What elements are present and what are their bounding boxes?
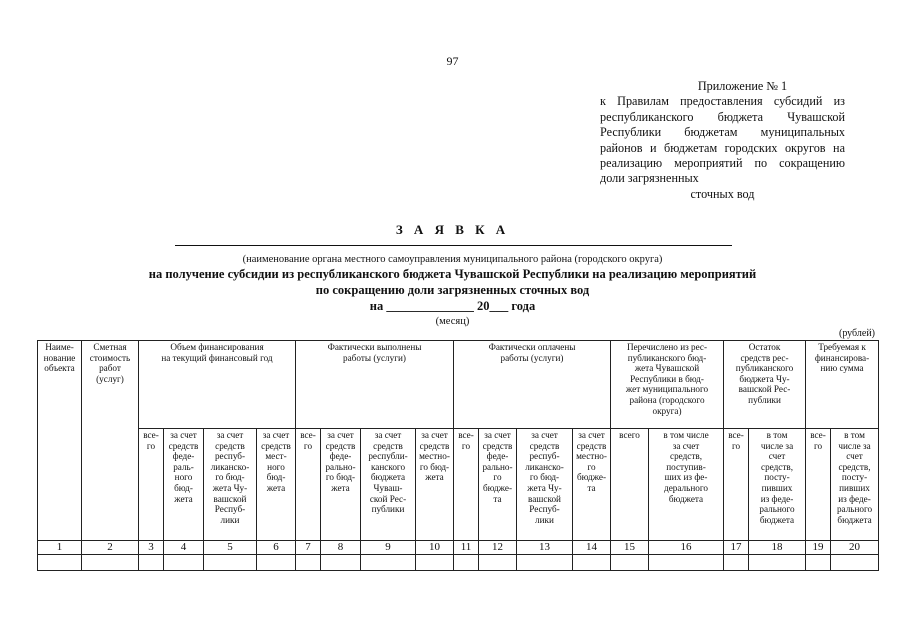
subheader-cell: за счет средств местно- го бюдже- та <box>573 429 611 541</box>
data-cell[interactable] <box>806 555 831 571</box>
column-number-cell: 7 <box>296 541 321 555</box>
appendix-block <box>600 79 845 202</box>
subheader-cell: за счет средств феде- рально- го бюдже- та <box>479 429 517 541</box>
data-cell[interactable] <box>573 555 611 571</box>
subheader-cell: за счет средств феде- раль- ного бюд- жета <box>164 429 204 541</box>
column-number-cell: 15 <box>611 541 649 555</box>
subheader-cell: за счет средств местно- го бюд- жета <box>416 429 454 541</box>
data-cell[interactable] <box>479 555 517 571</box>
subheader-cell: все- го <box>724 429 749 541</box>
column-number-cell: 9 <box>361 541 416 555</box>
column-number-cell: 18 <box>749 541 806 555</box>
header-financing-volume: Объем финансирования на текущий финансовый год <box>139 341 296 429</box>
data-cell[interactable] <box>649 555 724 571</box>
column-number-cell: 11 <box>454 541 479 555</box>
data-cell[interactable] <box>724 555 749 571</box>
purpose-line-1: на получение субсидии из республиканского бюджета Чувашской Республики на реализацию мероприятий <box>148 267 757 281</box>
organization-name-line <box>175 245 732 246</box>
data-cell[interactable] <box>257 555 296 571</box>
data-cell[interactable] <box>611 555 649 571</box>
application-table <box>37 340 879 571</box>
purpose-text <box>0 267 905 298</box>
page-number: 97 <box>446 54 459 68</box>
data-cell[interactable] <box>139 555 164 571</box>
column-number-cell: 19 <box>806 541 831 555</box>
column-number-cell: 14 <box>573 541 611 555</box>
header-required-amount: Требуемая к финансирова- нию сумма <box>806 341 879 429</box>
column-number-cell: 3 <box>139 541 164 555</box>
data-cell[interactable] <box>321 555 361 571</box>
subheader-cell: все- го <box>454 429 479 541</box>
appendix-last-line: сточных вод <box>690 186 755 201</box>
header-object-name: Наиме- нование объекта <box>38 341 82 541</box>
column-number-cell: 2 <box>82 541 139 555</box>
organization-caption: (наименование органа местного самоуправления муниципального района (городского округа) <box>242 254 663 265</box>
column-number-cell: 1 <box>38 541 82 555</box>
subheader-cell: за счет средств респуб- ликанско- го бюд- жета Чу- вашской Респуб- лики <box>517 429 573 541</box>
column-number-cell: 5 <box>204 541 257 555</box>
header-transferred: Перечислено из рес- публиканского бюд- жета Чувашской Республики в бюд- жет муниципального района (городского округа) <box>611 341 724 429</box>
column-number-cell: 16 <box>649 541 724 555</box>
data-cell[interactable] <box>831 555 879 571</box>
date-line: на ______________ 20___ года <box>369 299 536 313</box>
data-cell[interactable] <box>361 555 416 571</box>
data-cell[interactable] <box>82 555 139 571</box>
header-work-paid: Фактически оплачены работы (услуги) <box>454 341 611 429</box>
subheader-cell: за счет средств мест- ного бюд- жета <box>257 429 296 541</box>
data-cell[interactable] <box>296 555 321 571</box>
column-number-cell: 4 <box>164 541 204 555</box>
subheader-cell: за счет средств респуб- ликанско- го бюд- жета Чу- вашской Респуб- лики <box>204 429 257 541</box>
subheader-cell: в том числе за счет средств, посту- пивших из феде- рального бюджета <box>831 429 879 541</box>
column-number-row <box>38 541 879 555</box>
column-number-cell: 10 <box>416 541 454 555</box>
subheader-row <box>38 429 879 541</box>
empty-data-row <box>38 555 879 571</box>
data-cell[interactable] <box>164 555 204 571</box>
appendix-title: Приложение № 1 <box>697 79 788 93</box>
data-cell[interactable] <box>204 555 257 571</box>
subheader-cell: за счет средств республи- канского бюджета Чуваш- ской Рес- публики <box>361 429 416 541</box>
subheader-cell: в том числе за счет средств, поступив- ших из фе- дерального бюджета <box>649 429 724 541</box>
subheader-cell: всего <box>611 429 649 541</box>
column-number-cell: 17 <box>724 541 749 555</box>
column-number-cell: 6 <box>257 541 296 555</box>
subheader-cell: все- го <box>296 429 321 541</box>
data-cell[interactable] <box>38 555 82 571</box>
data-cell[interactable] <box>454 555 479 571</box>
data-cell[interactable] <box>416 555 454 571</box>
column-number-cell: 12 <box>479 541 517 555</box>
document-heading: З А Я В К А <box>395 222 510 237</box>
subheader-cell: все- го <box>139 429 164 541</box>
column-number-cell: 20 <box>831 541 879 555</box>
column-number-cell: 8 <box>321 541 361 555</box>
purpose-line-2: по сокращению доли загрязненных сточных вод <box>315 282 590 297</box>
subheader-cell: в том числе за счет средств, посту- пивших из феде- рального бюджета <box>749 429 806 541</box>
header-work-performed: Фактически выполнены работы (услуги) <box>296 341 454 429</box>
subheader-cell: за счет средств феде- рально- го бюд- жета <box>321 429 361 541</box>
subheader-cell: все- го <box>806 429 831 541</box>
header-estimated-cost: Сметная стоимость работ (услуг) <box>82 341 139 541</box>
column-number-cell: 13 <box>517 541 573 555</box>
data-cell[interactable] <box>517 555 573 571</box>
appendix-body: к Правилам предоставления субсидий из республиканского бюджета Чувашской Республики бюджетам муниципальных районов и бюджетам городских округов на реализацию мероприятий по сокращению доли загрязненных <box>600 94 845 186</box>
data-cell[interactable] <box>749 555 806 571</box>
header-remaining-balance: Остаток средств рес- публиканского бюджета Чу- вашской Рес- публики <box>724 341 806 429</box>
month-caption: (месяц) <box>435 316 470 327</box>
units-label: (рублей) <box>838 328 875 339</box>
